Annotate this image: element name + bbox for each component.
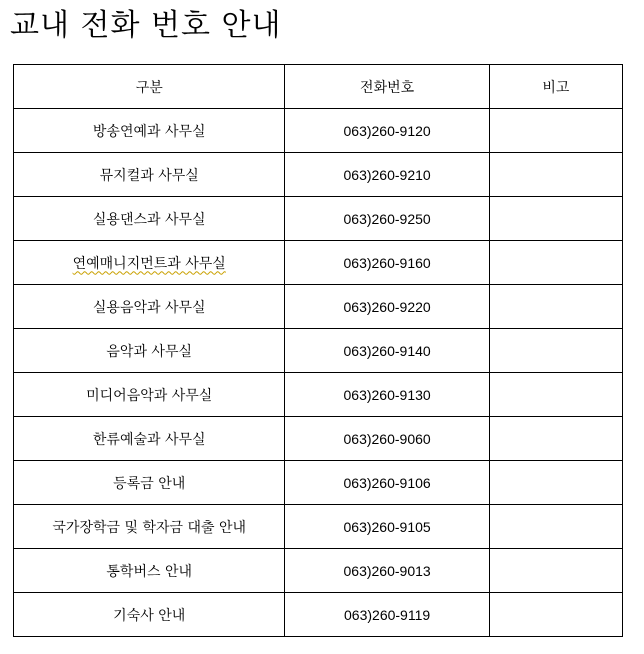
phone-cell: 063)260-9013 bbox=[285, 549, 489, 593]
table-row bbox=[14, 461, 623, 505]
category-cell: 실용댄스과 사무실 bbox=[14, 197, 285, 241]
note-cell bbox=[489, 285, 622, 329]
note-cell bbox=[489, 241, 622, 285]
table-row bbox=[14, 109, 623, 153]
phone-cell: 063)260-9130 bbox=[285, 373, 489, 417]
phone-directory-table bbox=[13, 64, 623, 637]
category-cell bbox=[14, 241, 285, 285]
column-header-category: 구분 bbox=[14, 65, 285, 109]
table-row bbox=[14, 417, 623, 461]
table-row bbox=[14, 153, 623, 197]
note-cell bbox=[489, 549, 622, 593]
note-cell bbox=[489, 505, 622, 549]
note-cell bbox=[489, 197, 622, 241]
table-row bbox=[14, 329, 623, 373]
phone-cell: 063)260-9220 bbox=[285, 285, 489, 329]
phone-cell: 063)260-9160 bbox=[285, 241, 489, 285]
phone-cell: 063)260-9119 bbox=[285, 593, 489, 637]
note-cell bbox=[489, 153, 622, 197]
category-cell: 기숙사 안내 bbox=[14, 593, 285, 637]
category-cell: 방송연예과 사무실 bbox=[14, 109, 285, 153]
table-row bbox=[14, 549, 623, 593]
category-cell: 한류예술과 사무실 bbox=[14, 417, 285, 461]
note-cell bbox=[489, 329, 622, 373]
table-header-row bbox=[14, 65, 623, 109]
table-row bbox=[14, 593, 623, 637]
category-cell: 실용음악과 사무실 bbox=[14, 285, 285, 329]
phone-cell: 063)260-9250 bbox=[285, 197, 489, 241]
table-row bbox=[14, 505, 623, 549]
phone-cell: 063)260-9106 bbox=[285, 461, 489, 505]
note-cell bbox=[489, 417, 622, 461]
phone-cell: 063)260-9060 bbox=[285, 417, 489, 461]
table-row bbox=[14, 285, 623, 329]
phone-cell: 063)260-9140 bbox=[285, 329, 489, 373]
note-cell bbox=[489, 109, 622, 153]
category-cell: 국가장학금 및 학자금 대출 안내 bbox=[14, 505, 285, 549]
page-title: 교내 전화 번호 안내 bbox=[10, 8, 282, 43]
note-cell bbox=[489, 373, 622, 417]
category-cell: 뮤지컬과 사무실 bbox=[14, 153, 285, 197]
phone-cell: 063)260-9105 bbox=[285, 505, 489, 549]
spellcheck-underlined-text: 연예매니지먼트과 사무실 bbox=[72, 255, 226, 272]
note-cell bbox=[489, 593, 622, 637]
column-header-note: 비고 bbox=[489, 65, 622, 109]
category-cell: 미디어음악과 사무실 bbox=[14, 373, 285, 417]
column-header-phone: 전화번호 bbox=[285, 65, 489, 109]
note-cell bbox=[489, 461, 622, 505]
table-row bbox=[14, 373, 623, 417]
phone-cell: 063)260-9210 bbox=[285, 153, 489, 197]
category-cell: 통학버스 안내 bbox=[14, 549, 285, 593]
table-row bbox=[14, 197, 623, 241]
phone-cell: 063)260-9120 bbox=[285, 109, 489, 153]
category-cell: 음악과 사무실 bbox=[14, 329, 285, 373]
category-cell: 등록금 안내 bbox=[14, 461, 285, 505]
table-row bbox=[14, 241, 623, 285]
